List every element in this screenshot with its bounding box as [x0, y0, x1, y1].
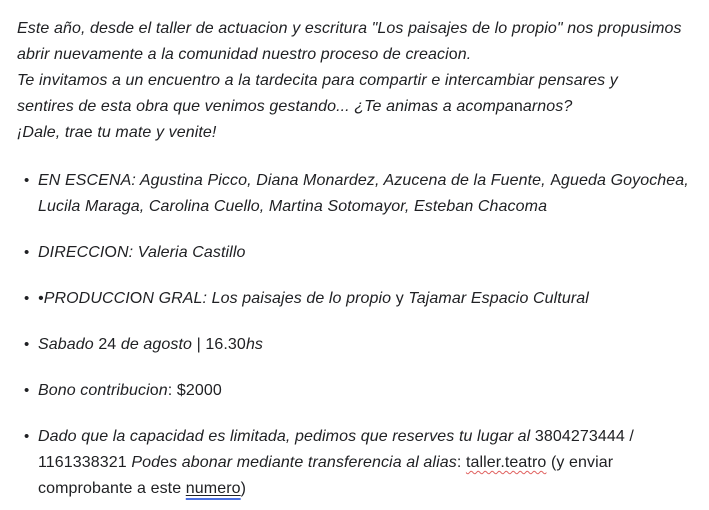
bullet-text	[38, 332, 703, 358]
text-run: DIRECCI	[38, 244, 105, 261]
text-run: : $2000	[167, 382, 222, 399]
text-line	[38, 476, 703, 502]
alias-text: taller.teatro	[465, 454, 547, 471]
bullet-text	[38, 168, 703, 220]
text-run: Bono contribuci	[38, 382, 150, 399]
numero-link-underline	[186, 480, 241, 497]
numero-link[interactable]: numero	[185, 480, 241, 497]
text-run: Sabado	[38, 336, 99, 353]
text-run: n	[513, 98, 523, 115]
bullet-marker: •	[24, 290, 30, 307]
text-line	[38, 194, 703, 220]
bullet-marker: •	[24, 382, 30, 399]
text-run: •PRODUCCI	[38, 290, 130, 307]
text-line	[38, 168, 703, 194]
text-run: y	[395, 290, 404, 307]
text-run: A	[550, 172, 562, 189]
text-run: gueda Goyochea,	[561, 172, 689, 189]
text-run: EN ESCENA: Agustina Picco, Diana Monardez, Azucena de la Fuente,	[38, 172, 551, 189]
text-run: s a acompa	[430, 98, 514, 115]
list-item	[17, 424, 703, 502]
text-line	[38, 332, 703, 358]
text-run: tu mate y venite!	[92, 124, 217, 141]
bullet-text	[38, 240, 703, 266]
text-run: 24	[98, 336, 117, 353]
text-run: n	[158, 382, 168, 399]
text-line	[38, 240, 703, 266]
text-run: n.	[457, 46, 472, 63]
text-run: N GRAL: Los paisajes de lo propio	[142, 290, 396, 307]
bullet-marker: •	[24, 336, 30, 353]
text-run: hs	[245, 336, 264, 353]
text-line	[38, 450, 703, 476]
text-run: Lucila Maraga, Carolina Cuello, Martina Sotomayor, Esteban Chacoma	[38, 198, 548, 215]
bullet-list	[17, 168, 703, 502]
text-run: a	[421, 98, 431, 115]
list-item	[17, 332, 703, 358]
text-run: sentires de esta obra que venimos gestando... ¿Te anim	[17, 98, 422, 115]
bullet-marker: •	[24, 428, 30, 445]
bullet-marker: •	[24, 244, 30, 261]
text-run: N: Valeria Castillo	[117, 244, 246, 261]
list-item	[17, 286, 703, 312]
text-line	[17, 120, 703, 146]
text-line	[17, 16, 703, 42]
text-run: ¡Dale, tra	[17, 124, 84, 141]
text-line	[17, 94, 703, 120]
text-run: n y escritura "Los paisajes de lo propio" nos propusimos	[278, 20, 682, 37]
text-run: | 16.30	[196, 336, 246, 353]
text-run: O	[104, 244, 118, 261]
text-run: e	[83, 124, 93, 141]
text-run: (y enviar	[546, 454, 614, 471]
text-run: de agosto	[116, 336, 197, 353]
intro-block	[17, 16, 703, 146]
text-run: s abonar mediante transferencia al alias	[169, 454, 457, 471]
text-run: )	[240, 480, 247, 497]
text-run: 3804273444 /	[534, 428, 634, 445]
bullet-text	[38, 424, 703, 502]
bullet-marker: •	[24, 172, 30, 189]
list-item	[17, 168, 703, 220]
bullet-text	[38, 286, 703, 312]
text-line	[38, 378, 703, 404]
text-run: Este año, desde el taller de actuaci	[17, 20, 270, 37]
text-line	[38, 424, 703, 450]
text-run: comprobante a este	[38, 480, 186, 497]
bullet-text	[38, 378, 703, 404]
text-run: Pod	[131, 454, 161, 471]
list-item	[17, 378, 703, 404]
text-run: abrir nuevamente a la comunidad nuestro proceso de creaci	[17, 46, 449, 63]
list-item	[17, 240, 703, 266]
text-run: Te invitamos a un encuentro a la tardecita para compartir e intercambiar pensares y	[17, 72, 618, 89]
text-line	[17, 42, 703, 68]
text-line	[38, 286, 703, 312]
text-run: e	[160, 454, 170, 471]
text-run: o	[269, 20, 279, 37]
text-line	[17, 68, 703, 94]
text-run: o	[448, 46, 458, 63]
text-run: o	[149, 382, 159, 399]
text-run: 1161338321	[38, 454, 132, 471]
text-run: :	[456, 454, 466, 471]
text-run: Tajamar Espacio Cultural	[403, 290, 589, 307]
text-run: Dado que la capacidad es limitada, pedimos que reserves tu lugar al	[38, 428, 535, 445]
text-run: O	[129, 290, 143, 307]
text-run: arnos?	[522, 98, 573, 115]
